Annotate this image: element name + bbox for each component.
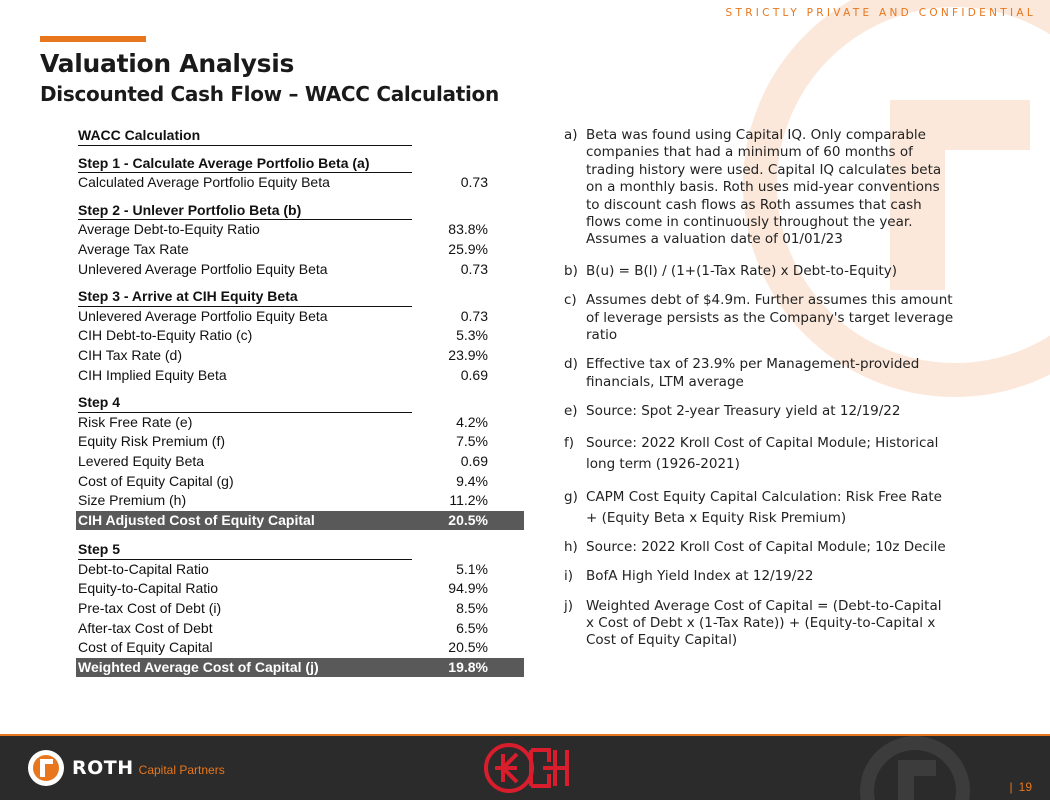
wacc-table — [78, 126, 524, 677]
row-label: Unlevered Average Portfolio Equity Beta — [78, 260, 328, 277]
table-row — [78, 220, 524, 240]
footnote-letter: a) — [564, 127, 578, 143]
table-row — [78, 173, 524, 193]
footnote-text: Source: 2022 Kroll Cost of Capital Module; Historical long term (1926-2021) — [586, 434, 939, 472]
footnote-e — [564, 403, 964, 420]
cost-of-equity-total-row — [76, 511, 524, 531]
step2-heading: Step 2 - Unlever Portfolio Beta (b) — [78, 201, 412, 221]
footnote-text: Source: Spot 2-year Treasury yield at 12/19/22 — [586, 403, 901, 420]
footnote-text: CAPM Cost Equity Capital Calculation: Risk Free Rate + (Equity Beta x Equity Risk Premium) — [586, 488, 942, 526]
row-value: 23.9% — [448, 346, 488, 363]
footnote-letter: b) — [564, 262, 578, 279]
row-label: CIH Tax Rate (d) — [78, 346, 182, 363]
wacc-total-row — [76, 658, 524, 678]
table-row — [78, 579, 524, 599]
roth-logo — [26, 748, 225, 788]
footnote-letter: c) — [564, 292, 577, 309]
table-title: WACC Calculation — [78, 126, 412, 146]
step5-heading: Step 5 — [78, 540, 412, 560]
table-row — [78, 346, 524, 366]
table-row — [78, 491, 524, 511]
row-label: Levered Equity Beta — [78, 452, 205, 469]
row-label: Pre-tax Cost of Debt (i) — [78, 600, 222, 617]
row-label: CIH Debt-to-Equity Ratio (c) — [78, 327, 253, 344]
row-value: 6.5% — [456, 619, 488, 636]
row-label: Debt-to-Capital Ratio — [78, 560, 209, 577]
table-row — [78, 472, 524, 492]
row-value: 19.8% — [448, 658, 488, 675]
footnote-text: Weighted Average Cost of Capital = (Debt-to-Capital x Cost of Debt x (1-Tax Rate)) + (Equity-to-Capital x Cost of Equity Capital) — [586, 597, 942, 649]
page-separator: | — [1009, 780, 1013, 794]
footnote-text: Effective tax of 23.9% per Management-provided financials, LTM average — [586, 356, 920, 390]
footnote-f — [564, 433, 964, 475]
footnote-g — [564, 487, 964, 529]
footnote-b — [564, 263, 964, 280]
footnote-text: BofA High Yield Index at 12/19/22 — [586, 568, 814, 585]
page-title: Valuation Analysis — [40, 49, 295, 78]
row-value: 5.1% — [456, 560, 488, 577]
row-label: Equity-to-Capital Ratio — [78, 580, 219, 597]
roth-footer-watermark-icon — [860, 736, 970, 800]
footnote-text: Assumes debt of $4.9m. Further assumes this amount of leverage persists as the Company's target leverage ratio — [586, 292, 954, 344]
row-label: Cost of Equity Capital — [78, 639, 213, 656]
step4-heading: Step 4 — [78, 393, 412, 413]
row-value: 0.73 — [460, 307, 488, 324]
footnote-a — [564, 127, 964, 249]
table-row — [78, 260, 524, 280]
row-label: Average Tax Rate — [78, 240, 189, 257]
row-label: Average Debt-to-Equity Ratio — [78, 221, 260, 238]
footnote-i — [564, 568, 964, 585]
footnote-c — [564, 292, 964, 344]
step1-heading: Step 1 - Calculate Average Portfolio Beta (a) — [78, 154, 412, 174]
row-value: 0.73 — [460, 174, 488, 191]
step3-heading: Step 3 - Arrive at CIH Equity Beta — [78, 287, 412, 307]
footnote-letter: d) — [564, 356, 578, 373]
row-label: After-tax Cost of Debt — [78, 619, 213, 636]
row-value: 0.73 — [460, 260, 488, 277]
table-row — [78, 619, 524, 639]
row-label: Weighted Average Cost of Capital (j) — [78, 658, 319, 675]
row-label: Calculated Average Portfolio Equity Beta — [78, 174, 330, 191]
footnote-letter: i) — [564, 568, 574, 585]
table-row — [78, 326, 524, 346]
footnote-letter: g) — [564, 488, 578, 505]
row-value: 0.69 — [460, 452, 488, 469]
row-label: Risk Free Rate (e) — [78, 413, 193, 430]
footnote-d — [564, 356, 964, 391]
company-logo-icon — [483, 742, 569, 796]
footnote-text: Source: 2022 Kroll Cost of Capital Module; 10z Decile — [586, 538, 946, 555]
table-row — [78, 366, 524, 386]
row-label: CIH Adjusted Cost of Equity Capital — [78, 511, 315, 528]
footnote-h — [564, 539, 964, 556]
table-row — [78, 560, 524, 580]
footnote-letter: h) — [564, 538, 578, 555]
row-value: 4.2% — [456, 413, 488, 430]
footnote-letter: e) — [564, 403, 578, 420]
footnote-j — [564, 598, 964, 650]
roth-brand-subtext: Capital Partners — [138, 763, 225, 777]
row-value: 5.3% — [456, 327, 488, 344]
table-row — [78, 307, 524, 327]
footnotes — [564, 127, 964, 650]
footnote-letter: f) — [564, 434, 575, 451]
row-value: 20.5% — [448, 511, 488, 528]
row-label: CIH Implied Equity Beta — [78, 366, 227, 383]
roth-brand-text: ROTH — [72, 757, 134, 779]
row-value: 7.5% — [456, 433, 488, 450]
footnote-text: B(u) = B(l) / (1+(1-Tax Rate) x Debt-to-Equity) — [586, 262, 898, 279]
table-row — [78, 638, 524, 658]
page-number: | 19 — [1009, 780, 1032, 794]
table-row — [78, 413, 524, 433]
row-value: 9.4% — [456, 472, 488, 489]
accent-bar — [40, 36, 146, 42]
row-value: 8.5% — [456, 600, 488, 617]
row-label: Unlevered Average Portfolio Equity Beta — [78, 307, 328, 324]
roth-logo-icon — [26, 748, 66, 788]
footnote-letter: j) — [564, 597, 574, 614]
row-label: Size Premium (h) — [78, 492, 187, 509]
table-row — [78, 240, 524, 260]
table-row — [78, 599, 524, 619]
table-row — [78, 452, 524, 472]
footnote-text: Beta was found using Capital IQ. Only comparable companies that had a minimum of 60 months of trading history were used. Capital IQ calculates beta on a monthly basis. Roth uses mid-year conventions to discount cash flows as Roth assumes that cash flows come in continuously throughout the year. Assumes a valuation date of 01/01/23 — [586, 127, 942, 248]
row-value: 94.9% — [448, 580, 488, 597]
page-subtitle: Discounted Cash Flow – WACC Calculation — [40, 82, 499, 106]
row-value: 20.5% — [448, 639, 488, 656]
confidential-label: STRICTLY PRIVATE AND CONFIDENTIAL — [725, 7, 1036, 19]
row-value: 11.2% — [449, 492, 488, 509]
table-row — [78, 432, 524, 452]
row-value: 0.69 — [460, 366, 488, 383]
row-label: Cost of Equity Capital (g) — [78, 472, 234, 489]
row-label: Equity Risk Premium (f) — [78, 433, 226, 450]
row-value: 25.9% — [448, 240, 488, 257]
row-value: 83.8% — [448, 221, 488, 238]
footer — [0, 734, 1050, 800]
